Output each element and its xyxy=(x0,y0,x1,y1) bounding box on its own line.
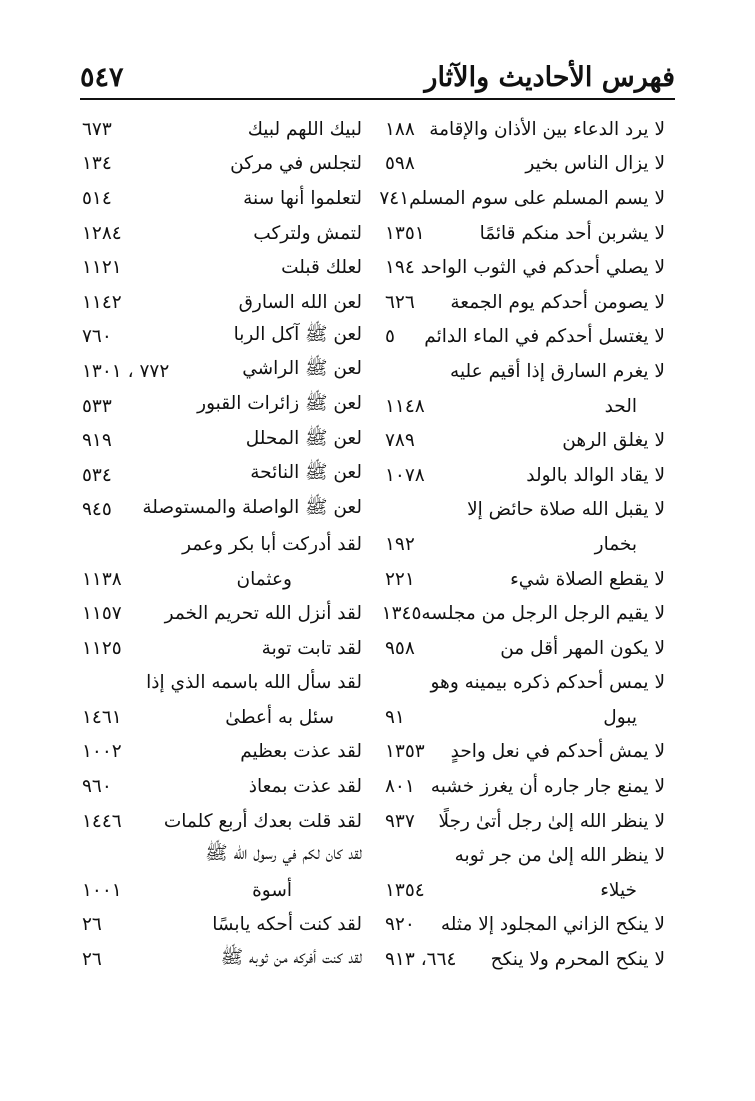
entry-text: لعلك قبلت xyxy=(281,257,362,279)
index-entry xyxy=(383,112,665,147)
entry-page-number: ٥ xyxy=(385,326,395,348)
entry-page-number: ٥٣٤ xyxy=(82,464,112,486)
index-entry xyxy=(383,873,665,908)
index-entry xyxy=(383,354,665,389)
index-entry xyxy=(80,804,362,839)
right-column xyxy=(379,112,665,977)
entry-page-number: ٩١٩ xyxy=(82,430,112,452)
entry-text: لبيك اللهم لبيك xyxy=(247,118,362,140)
index-entry xyxy=(383,250,665,285)
entry-text: لعن ﷺ النائحة xyxy=(250,462,362,484)
entry-text: لا يسم المسلم على سوم المسلم xyxy=(409,187,665,209)
entry-page-number: ١٩٢ xyxy=(385,533,415,555)
entry-text: لا يقيم الرجل الرجل من مجلسه xyxy=(421,603,665,625)
entry-page-number: ٩٢٠ xyxy=(385,914,415,936)
index-entry xyxy=(80,596,362,631)
index-entry xyxy=(383,147,665,182)
entry-page-number: ١٣٥١ xyxy=(385,222,425,244)
index-entry xyxy=(379,181,665,216)
entry-page-number: ١٤٤٦ xyxy=(82,810,122,832)
entry-page-number: ١٣٤٥ xyxy=(381,603,422,625)
entry-page-number: ١١٢٥ xyxy=(82,637,122,659)
entry-text: لا يمنع جار جاره أن يغرز خشبه xyxy=(430,776,665,798)
index-entry xyxy=(383,804,665,839)
entry-text: وعثمان xyxy=(236,568,292,590)
index-entry xyxy=(80,354,362,389)
index-entry xyxy=(80,285,362,320)
entry-page-number: ٢٦ xyxy=(82,949,102,971)
index-entry xyxy=(383,320,665,355)
entry-text: لا يغلق الرهن xyxy=(562,430,665,452)
entry-page-number: ١٣٥٣ xyxy=(385,741,425,763)
entry-page-number: ٦٢٦ xyxy=(385,291,415,313)
entry-text: لا يقاد الوالد بالولد xyxy=(526,464,665,486)
index-entry xyxy=(80,216,362,251)
index-entry xyxy=(80,562,362,597)
entry-text: لا يصومن أحدكم يوم الجمعة xyxy=(450,291,665,313)
entry-page-number: ١١٤٨ xyxy=(385,395,425,417)
entry-page-number: ١٠٠٢ xyxy=(82,741,122,763)
index-entry xyxy=(383,389,665,424)
index-entry xyxy=(383,942,665,977)
entry-page-number: ٦٧٣ xyxy=(82,118,112,140)
entry-page-number: ٩٣٧ xyxy=(385,810,415,832)
entry-text: لعن ﷺ آكل الربا xyxy=(233,323,362,345)
index-entry xyxy=(383,735,665,770)
entry-text: بخمار xyxy=(594,533,637,555)
entry-text: لا يمش أحدكم في نعل واحدٍ xyxy=(450,741,665,763)
entry-page-number: ٥٩٨ xyxy=(385,153,415,175)
index-entry xyxy=(80,735,362,770)
entry-text: لا يصلي أحدكم في الثوب الواحد xyxy=(420,257,665,279)
entry-text: خيلاء xyxy=(600,879,637,901)
entry-page-number: ١٠٠١ xyxy=(82,879,122,901)
index-entry xyxy=(383,285,665,320)
index-entry xyxy=(383,527,665,562)
index-entry xyxy=(80,666,362,701)
entry-page-number: ١٤٦١ xyxy=(82,706,122,728)
entry-page-number: ٧٦٠ xyxy=(82,326,112,348)
index-entry xyxy=(383,493,665,528)
entry-text: لعن ﷺ الواصلة والمستوصلة xyxy=(142,496,362,518)
entry-page-number: ١١٢١ xyxy=(82,257,122,279)
index-entry xyxy=(80,181,362,216)
entry-text: يبول xyxy=(603,706,637,728)
index-entry xyxy=(383,458,665,493)
entry-text: لقد أنزل الله تحريم الخمر xyxy=(164,603,362,625)
index-entry xyxy=(383,700,665,735)
entry-text: لا ينكح الزاني المجلود إلا مثله xyxy=(440,914,665,936)
entry-text: لا يقطع الصلاة شيء xyxy=(510,568,665,590)
entry-page-number: ٧٨٩ xyxy=(385,430,415,452)
entry-page-number: ٢٦ xyxy=(82,914,102,936)
entry-text: لا يكون المهر أقل من xyxy=(500,637,665,659)
index-entry xyxy=(80,493,362,528)
index-entry xyxy=(383,423,665,458)
index-entry xyxy=(383,838,665,873)
entry-text: لا يرد الدعاء بين الأذان والإقامة xyxy=(429,118,665,140)
page-title: فهرس الأحاديث والآثار xyxy=(424,62,675,93)
entry-text: لا يمس أحدكم ذكره بيمينه وهو xyxy=(430,672,665,694)
entry-page-number: ٦٦٤، ٩١٣ xyxy=(385,949,457,971)
header-divider xyxy=(80,98,675,100)
index-entry xyxy=(383,596,665,631)
entry-text: لقد كنت أحكه يابسًا xyxy=(212,914,362,936)
index-entry xyxy=(80,527,362,562)
entry-page-number: ٥١٤ xyxy=(82,187,112,209)
entry-text: لقد أدركت أبا بكر وعمر xyxy=(182,533,362,555)
entry-page-number: ١٣٥٤ xyxy=(385,879,425,901)
index-entry xyxy=(383,562,665,597)
entry-text: لا يزال الناس بخير xyxy=(525,153,665,175)
index-entry xyxy=(80,112,362,147)
index-entry xyxy=(80,942,362,977)
entry-text: لقد سأل الله باسمه الذي إذا xyxy=(146,672,362,694)
entry-page-number: ٢٢١ xyxy=(385,568,415,590)
index-entry xyxy=(80,423,362,458)
entry-text: لقد تابت توبة xyxy=(261,637,362,659)
entry-text: لقد كان لكم في رسول الله ﷺ xyxy=(205,842,362,864)
entry-text: لتمش ولتركب xyxy=(253,222,362,244)
entry-text: لا ينظر الله إلىٰ رجل أتىٰ رجلًا xyxy=(438,810,665,832)
entry-page-number: ٥٣٣ xyxy=(82,395,112,417)
entry-page-number: ١٩٤ xyxy=(385,257,415,279)
entry-text: لعن ﷺ زائرات القبور xyxy=(197,393,362,415)
index-entry xyxy=(383,666,665,701)
entry-page-number: ٧٧٢ ، ١٣٠١ xyxy=(82,360,170,382)
entry-text: لتجلس في مركن xyxy=(230,153,362,175)
entry-page-number: ١٨٨ xyxy=(385,118,415,140)
index-entry xyxy=(80,389,362,424)
entry-page-number: ٩٦٠ xyxy=(82,776,112,798)
index-entry xyxy=(383,908,665,943)
index-entry xyxy=(80,908,362,943)
entry-page-number: ٧٤١ xyxy=(379,187,410,209)
entry-text: لا ينظر الله إلىٰ من جر ثوبه xyxy=(454,845,665,867)
index-entry xyxy=(383,216,665,251)
entry-text: لا يشربن أحد منكم قائمًا xyxy=(479,222,665,244)
index-entry xyxy=(80,147,362,182)
page-number: ٥٤٧ xyxy=(80,62,124,93)
entry-text: لقد قلت بعدك أربع كلمات xyxy=(163,810,362,832)
entry-page-number: ١١٤٢ xyxy=(82,291,122,313)
index-entry xyxy=(80,250,362,285)
left-column xyxy=(80,112,362,977)
entry-text: لا يغرم السارق إذا أقيم عليه xyxy=(450,360,665,382)
entry-page-number: ١١٣٨ xyxy=(82,568,122,590)
index-entry xyxy=(383,631,665,666)
entry-text: لعن ﷺ الراشي xyxy=(242,358,362,380)
entry-text: لعن ﷺ المحلل xyxy=(245,427,362,449)
entry-text: لقد كنت أفركه من ثوبه ﷺ xyxy=(220,946,362,968)
entry-page-number: ٩٤٥ xyxy=(82,499,112,521)
entry-page-number: ٨٠١ xyxy=(385,776,415,798)
entry-page-number: ٩١ xyxy=(385,706,405,728)
index-entry xyxy=(80,700,362,735)
index-entry xyxy=(80,873,362,908)
index-entry xyxy=(80,769,362,804)
entry-page-number: ١٣٤ xyxy=(82,153,112,175)
page-header xyxy=(80,55,675,93)
entry-text: سئل به أعطىٰ xyxy=(225,706,334,728)
entry-text: الحد xyxy=(604,395,637,417)
entry-page-number: ١٢٨٤ xyxy=(82,222,122,244)
entry-text: لتعلموا أنها سنة xyxy=(243,187,362,209)
index-entry xyxy=(80,320,362,355)
entry-page-number: ١١٥٧ xyxy=(82,603,122,625)
entry-text: لا ينكح المحرم ولا ينكح xyxy=(490,949,665,971)
index-entry xyxy=(80,458,362,493)
entry-text: لقد عذت بمعاذ xyxy=(248,776,362,798)
index-entry xyxy=(383,769,665,804)
entry-page-number: ١٠٧٨ xyxy=(385,464,425,486)
entry-text: أسوة xyxy=(252,879,292,901)
entry-text: لقد عذت بعظيم xyxy=(240,741,362,763)
entry-page-number: ٩٥٨ xyxy=(385,637,415,659)
index-entry xyxy=(80,631,362,666)
entry-text: لا يقبل الله صلاة حائض إلا xyxy=(467,499,665,521)
index-entry xyxy=(80,838,362,873)
entry-text: لا يغتسل أحدكم في الماء الدائم xyxy=(424,326,665,348)
entry-text: لعن الله السارق xyxy=(238,291,362,313)
